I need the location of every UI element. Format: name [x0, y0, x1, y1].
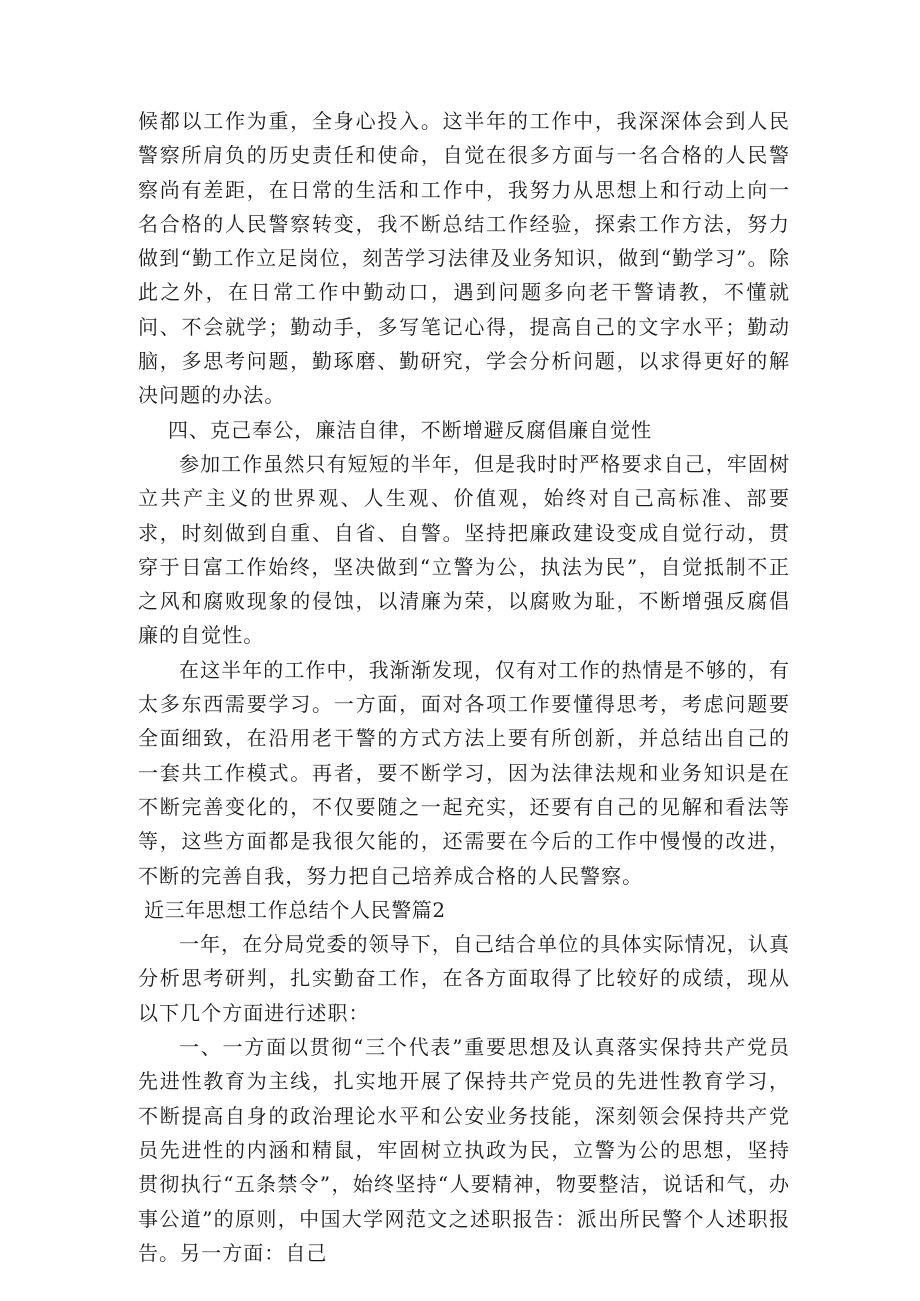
section-heading-four: 四、克己奉公，廉洁自律，不断增避反腐倡廉自觉性: [168, 417, 653, 442]
paragraph-integrity: 参加工作虽然只有短短的半年，但是我时时严格要求自己，牢固树立共产主义的世界观、人生观、价值观，始终对自己高标准、部要求，时刻做到自重、自省、自警。坚持把廉政建设变成自觉行动，贯穿于日富工作始终，坚决做到“立警为公，执法为民”，自觉抵制不正之风和腐败现象的侵蚀，以清廉为荣，以腐败为耻，不断增强反腐倡廉的自觉性。: [138, 451, 790, 648]
paragraph-point-one: 一、一方面以贯彻“三个代表”重要思想及认真落实保持共产党员先进性教育为主线，扎实地开展了保持共产党员的先进性教育学习，不断提高自身的政治理论水平和公安业务技能，深刻领会保持共产党员先进性的内涵和精鼠，牢固树立执政为民，立警为公的思想，坚持贯彻执行“五条禁令”，始终坚持“人要精神，物要整洁，说话和气，办事公道”的原则，中国大学网范文之述职报告：派出所民警个人述职报告。另一方面：自己: [138, 1035, 790, 1265]
paragraph-reflection: 在这半年的工作中，我渐渐发现，仅有对工作的热情是不够的，有太多东西需要学习。一方面，面对各项工作要懂得思考，考虑问题要全面细致，在沿用老干警的方式方法上要有所创新，并总结出自己的一套共工作模式。再者，要不断学习，因为法律法规和业务知识是在不断完善变化的，不仅要随之一起充实，还要有自己的见解和看法等等，这些方面都是我很欠能的，还需要在今后的工作中慢慢的改进，不断的完善自我，努力把自己培养成合格的人民警察。: [138, 657, 790, 888]
article-title: 近三年思想工作总结个人民警篇2: [144, 897, 446, 922]
paragraph-intro: 一年，在分局党委的领导下，自己结合单位的具体实际情况，认真分析思考研判，扎实勤奋工作，在各方面取得了比较好的成绩，现从以下几个方面进行述职：: [138, 932, 790, 1025]
paragraph-continued: 候都以工作为重，全身心投入。这半年的工作中，我深深体会到人民警察所肩负的历史责任和使命，自觉在很多方面与一名合格的人民警察尚有差距，在日常的生活和工作中，我努力从思想上和行动上向一名合格的人民警察转变，我不断总结工作经验，探索工作方法，努力做到“勤工作立足岗位，刻苦学习法律及业务知识，做到“勤学习”。除此之外，在日常工作中勤动口，遇到问题多向老干警请教，不懂就问、不会就学；勤动手，多写笔记心得，提高自己的文字水平；勤动脑，多思考问题，勤琢磨、勤研究，学会分析问题，以求得更好的解决问题的办法。: [138, 109, 790, 408]
